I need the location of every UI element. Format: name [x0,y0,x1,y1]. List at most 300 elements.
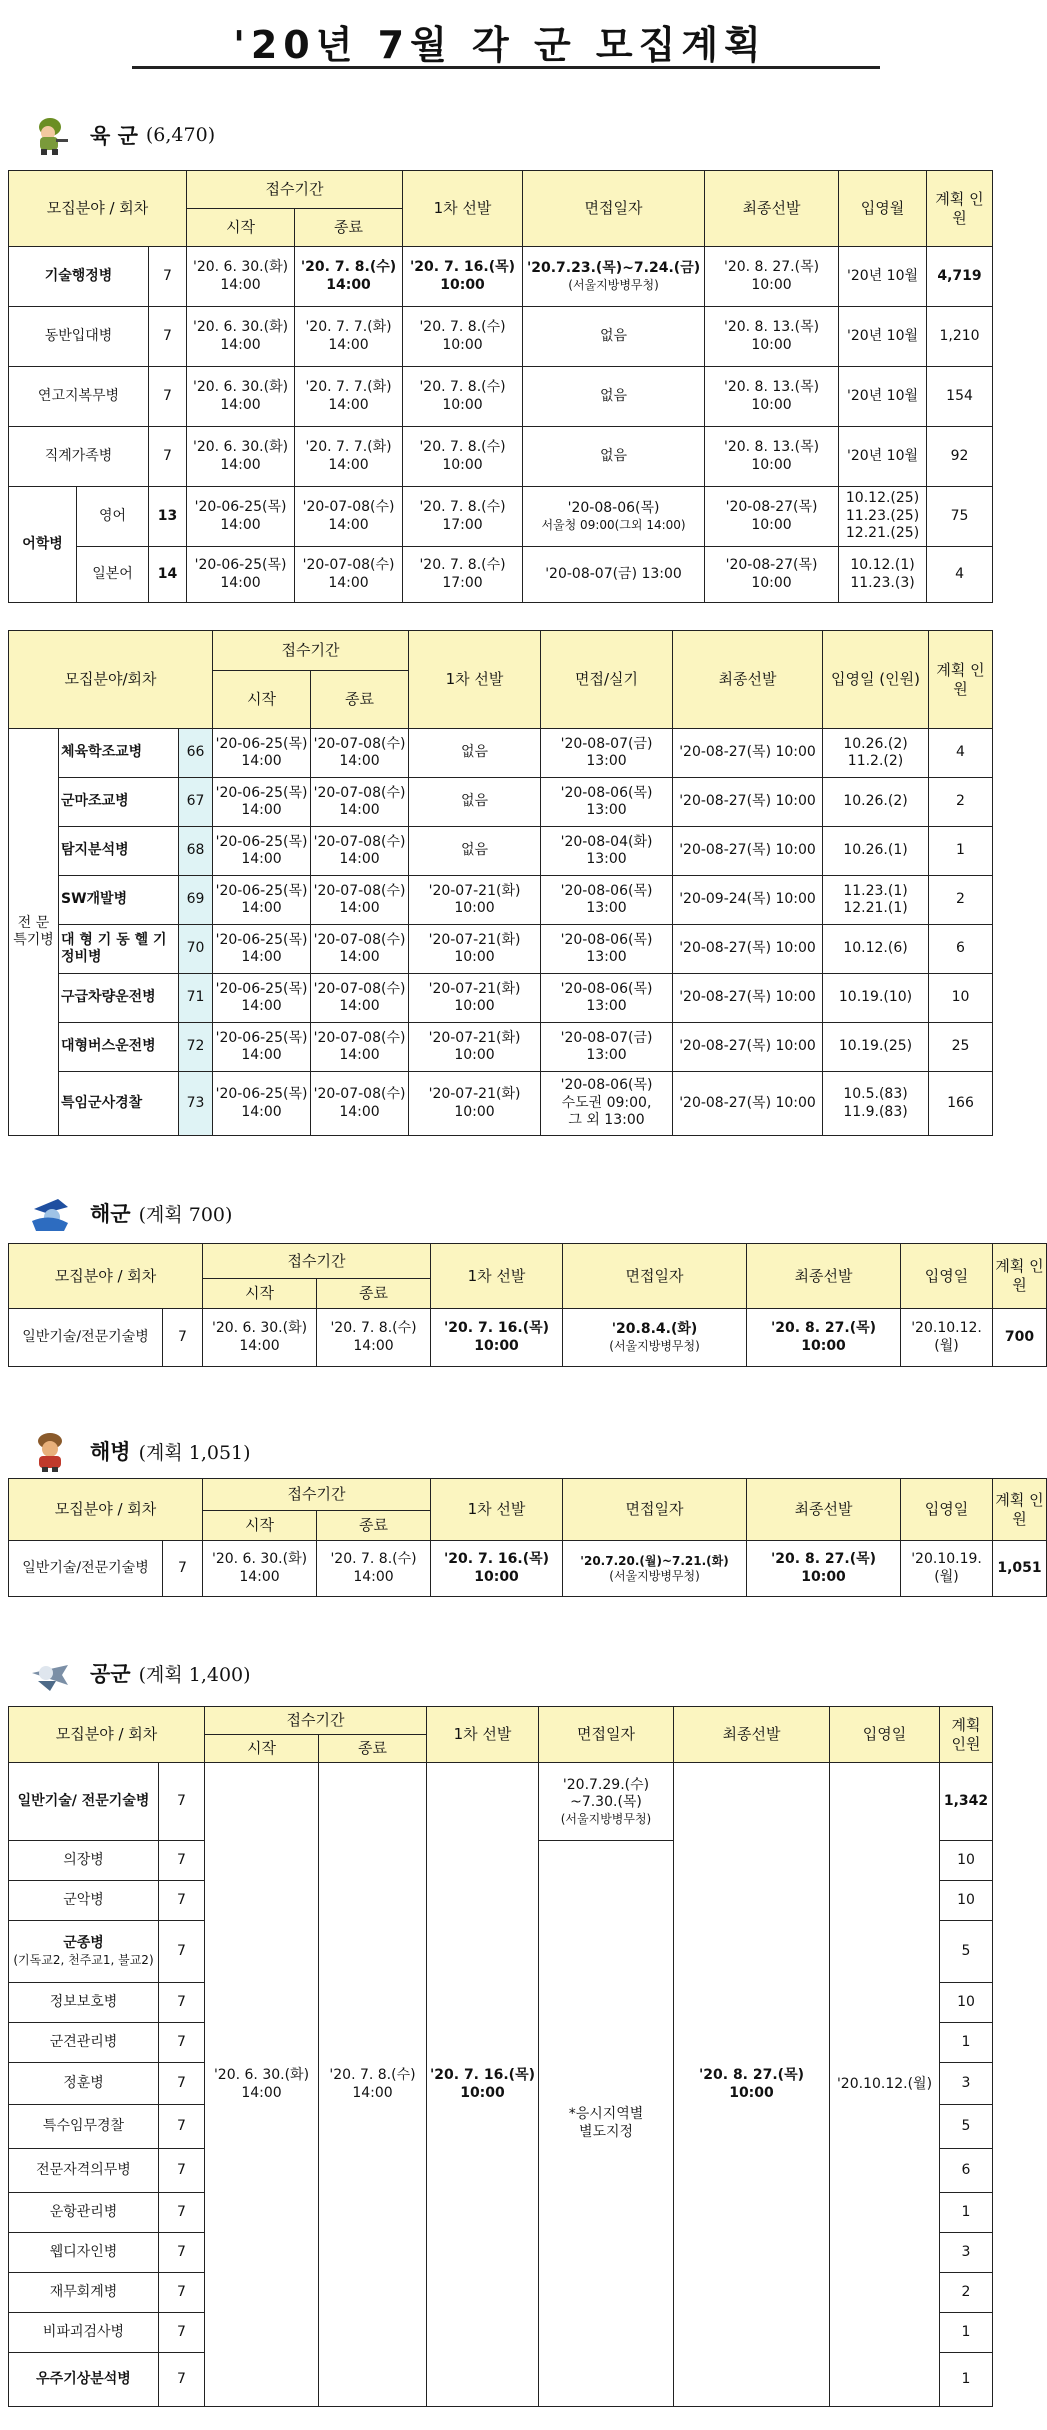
field-cell: 체육학조교병 [59,729,179,778]
end-cell: '20-07-08(수) 14:00 [311,827,409,876]
field-cell: 기술행정병 [9,247,149,307]
header-end: 종료 [319,1735,427,1763]
field-cell: 정훈병 [9,2063,159,2105]
end-cell: '20. 7. 7.(화) 14:00 [295,427,403,487]
interview-note: 서울청 09:00(그외 14:00) [541,517,686,532]
round-cell: 7 [159,1763,205,1841]
interview-cell [541,974,673,1023]
interview-note: (서울지방병무청) [568,277,659,292]
round-cell: 7 [159,2233,205,2273]
header-period: 접수기간 [203,1244,431,1279]
quota-cell: 1 [940,2313,993,2353]
interview-line: '20-08-06(목) [560,931,653,948]
interview-line: 13:00 [586,802,627,818]
round-cell: 7 [149,427,187,487]
interview-cell [541,1023,673,1072]
final-cell: '20. 8. 13.(목) 10:00 [705,427,839,487]
end-cell: '20-07-08(수) 14:00 [311,778,409,827]
header-end: 종료 [311,671,409,729]
special-group-cell: 전 문 특기병 [9,729,59,1136]
field-cell: 의장병 [9,1841,159,1881]
header-first: 1차 선발 [431,1244,563,1309]
field-cell: 군마조교병 [59,778,179,827]
start-cell: '20-06-25(목) 14:00 [213,925,311,974]
header-field: 모집분야 / 회차 [9,171,187,247]
first-cell: '20. 7. 16.(목) 10:00 [427,1763,539,2407]
final-cell: '20. 8. 27.(목) 10:00 [705,247,839,307]
quota-cell: 92 [927,427,993,487]
field-cell: 정보보호병 [9,1983,159,2023]
header-first: 1차 선발 [427,1707,539,1763]
field-cell: 영어 [77,487,149,547]
army-header-row [9,171,993,209]
field-cell: 일본어 [77,547,149,603]
interview-cell [541,876,673,925]
header-start: 시작 [205,1735,319,1763]
enlist-line: 11.23.(1) [843,882,908,899]
table-row [9,1072,993,1136]
round-cell: 67 [179,778,213,827]
interview-note: (서울지방병무청) [560,1811,652,1826]
header-start: 시작 [187,209,295,247]
interview-line: 13:00 [586,949,627,965]
enlist-cell [823,729,929,778]
table-row [9,547,993,603]
first-cell: 없음 [409,827,541,876]
final-cell: '20-09-24(목) 10:00 [673,876,823,925]
field-cell: 구급차량운전병 [59,974,179,1023]
interview-line: 13:00 [586,998,627,1014]
field-cell: 탐지분석병 [59,827,179,876]
start-cell: '20. 6. 30.(화) 14:00 [187,307,295,367]
start-cell: '20-06-25(목) 14:00 [213,876,311,925]
interview-line: '20.7.29.(수) [562,1776,650,1793]
enlist-cell [823,1072,929,1136]
interview-cell: 없음 [523,367,705,427]
start-cell: '20-06-25(목) 14:00 [213,778,311,827]
enlist-cell [839,547,927,603]
header-start: 시작 [213,671,311,729]
final-cell: '20. 8. 13.(목) 10:00 [705,307,839,367]
header-enlist: 입영일 [901,1479,993,1541]
start-cell: '20. 6. 30.(화) 14:00 [205,1763,319,2407]
interview-cell: 없음 [523,427,705,487]
field-cell: 특임군사경찰 [59,1072,179,1136]
start-cell: '20. 6. 30.(화) 14:00 [187,367,295,427]
table-row [9,427,993,487]
header-field: 모집분야 / 회차 [9,1479,203,1541]
quota-cell: 3 [940,2063,993,2105]
end-cell: '20-07-08(수) 14:00 [311,1023,409,1072]
quota-cell: 10 [940,1841,993,1881]
header-enlist: 입영일 [901,1244,993,1309]
header-enlist: 입영월 [839,171,927,247]
page-title: '20년 7월 각 군 모집계획 [233,23,767,67]
final-cell: '20-08-27(목) 10:00 [705,487,839,547]
interview-date: '20.7.20.(월)~7.21.(화) [580,1553,729,1568]
end-cell: '20-07-08(수) 14:00 [295,487,403,547]
start-cell: '20-06-25(목) 14:00 [213,974,311,1023]
navy-plan: (계획 700) [138,1203,233,1226]
round-cell: 7 [159,2193,205,2233]
header-final: 최종선발 [673,631,823,729]
navy-table [8,1243,1047,1367]
start-cell: '20. 6. 30.(화) 14:00 [203,1541,317,1597]
marine-mascot-icon [28,1429,72,1473]
enlist-cell: 10.19.(25) [823,1023,929,1072]
header-period: 접수기간 [213,631,409,671]
enlist-line: 11.23.(25) [845,507,920,524]
round-cell: 7 [159,2063,205,2105]
interview-line: 13:00 [586,851,627,867]
header-first: 1차 선발 [403,171,523,247]
header-period: 접수기간 [205,1707,427,1735]
field-cell: 군악병 [9,1881,159,1921]
field-cell: 군견관리병 [9,2023,159,2063]
field-cell: 특수임무경찰 [9,2105,159,2149]
header-end: 종료 [317,1279,431,1309]
quota-cell: 2 [940,2273,993,2313]
quota-cell: 166 [929,1072,993,1136]
field-cell [9,1921,159,1983]
quota-cell: 25 [929,1023,993,1072]
table-row [9,729,993,778]
table-row [9,778,993,827]
quota-cell: 6 [940,2149,993,2193]
enlist-line: 10.5.(83) [843,1086,908,1102]
enlist-line: 10.12.(1) [850,557,915,573]
title-underline [132,66,880,69]
quota-cell: 10 [940,1983,993,2023]
first-cell: '20. 7. 8.(수) 10:00 [403,367,523,427]
header-interview: 면접일자 [539,1707,674,1763]
quota-cell: 2 [929,778,993,827]
table-row [9,1763,993,1841]
header-final: 최종선발 [747,1244,901,1309]
header-period: 접수기간 [187,171,403,209]
quota-cell: 4,719 [927,247,993,307]
enlist-cell: 10.12.(6) [823,925,929,974]
interview-line: '20-08-06(목) [560,1077,653,1094]
end-cell: '20. 7. 7.(화) 14:00 [295,367,403,427]
interview-line: '20-08-04(화) [560,833,653,850]
interview-line: 수도권 09:00, [561,1094,652,1111]
end-cell: '20-07-08(수) 14:00 [311,729,409,778]
field-cell: 일반기술/전문기술병 [9,1309,163,1367]
final-cell: '20-08-27(목) 10:00 [673,827,823,876]
header-start: 시작 [203,1279,317,1309]
round-cell: 7 [159,2023,205,2063]
enlist-line: 10.26.(2) [843,735,908,752]
quota-cell: 154 [927,367,993,427]
interview-cell [563,1309,747,1367]
first-cell: '20-07-21(화) 10:00 [409,925,541,974]
interview-line: '20-08-07(금) [560,1029,653,1046]
quota-cell: 4 [929,729,993,778]
first-cell: '20. 7. 16.(목) 10:00 [431,1309,563,1367]
interview-cell [539,1763,674,1841]
table-row [9,827,993,876]
quota-cell: 6 [929,925,993,974]
table-row [9,367,993,427]
interview-line: 13:00 [586,1047,627,1063]
final-cell: '20-08-27(목) 10:00 [673,925,823,974]
end-cell: '20-07-08(수) 14:00 [311,1072,409,1136]
airforce-section-header [28,1650,251,1696]
round-cell: 7 [159,2273,205,2313]
interview-date: '20.8.4.(화) [611,1321,698,1338]
enlist-cell: 10.26.(1) [823,827,929,876]
quota-cell: 700 [993,1309,1047,1367]
start-cell: '20-06-25(목) 14:00 [213,1072,311,1136]
army-plan: (6,470) [145,124,216,146]
end-cell: '20. 7. 7.(화) 14:00 [295,307,403,367]
round-cell: 13 [149,487,187,547]
navy-section-header [28,1190,232,1236]
header-interview: 면접/실기 [541,631,673,729]
field-label: 군종병 [63,1935,104,1952]
interview-cell [541,1072,673,1136]
start-cell: '20-06-25(목) 14:00 [213,827,311,876]
round-cell: 7 [159,2149,205,2193]
quota-cell: 1 [929,827,993,876]
airforce-header-row [9,1707,993,1735]
start-cell: '20. 6. 30.(화) 14:00 [187,247,295,307]
final-cell: '20-08-27(목) 10:00 [705,547,839,603]
enlist-cell: 10.26.(2) [823,778,929,827]
table-row [9,247,993,307]
end-cell: '20-07-08(수) 14:00 [311,925,409,974]
round-cell: 7 [159,2105,205,2149]
quota-cell: 1,210 [927,307,993,367]
table-row [9,487,993,547]
end-cell: '20-07-08(수) 14:00 [311,876,409,925]
interview-line: '20-08-06(목) [560,980,653,997]
header-quota: 계획 인원 [993,1479,1047,1541]
field-cell: 비파괴검사병 [9,2313,159,2353]
field-cell: 일반기술/전문기술병 [9,1541,163,1597]
field-cell: 동반입대병 [9,307,149,367]
header-enlist: 입영일 [830,1707,940,1763]
special-table [8,630,993,1136]
end-cell: '20. 7. 8.(수) 14:00 [317,1541,431,1597]
interview-note: (서울지방병무청) [609,1568,700,1583]
round-cell: 7 [159,1921,205,1983]
army-section-header [28,112,215,158]
header-field: 모집분야 / 회차 [9,1707,205,1763]
enlist-cell: '20.10.12.(월) [830,1763,940,2407]
enlist-line: 11.9.(83) [843,1103,908,1120]
table-row [9,1023,993,1072]
header-quota: 계획 인원 [929,631,993,729]
field-cell: 직계가족병 [9,427,149,487]
header-first: 1차 선발 [431,1479,563,1541]
final-cell: '20. 8. 27.(목) 10:00 [674,1763,830,2407]
interview-note: (서울지방병무청) [609,1338,700,1353]
marine-plan: (계획 1,051) [138,1441,251,1464]
header-end: 종료 [295,209,403,247]
start-cell: '20-06-25(목) 14:00 [187,547,295,603]
enlist-cell: '20년 10월 [839,307,927,367]
interview-line: 13:00 [586,900,627,916]
interview-line: '20-08-07(금) [560,735,653,752]
quota-cell: 1 [940,2193,993,2233]
table-row [9,925,993,974]
interview-cell [523,487,705,547]
navy-mascot-icon [28,1191,72,1235]
interview-line: ~7.30.(목) [570,1794,642,1810]
table-row [9,876,993,925]
interview-line: *응시지역별 [568,2106,644,2122]
header-field: 모집분야/회차 [9,631,213,729]
enlist-cell: '20년 10월 [839,247,927,307]
enlist-cell [839,487,927,547]
round-cell: 69 [179,876,213,925]
airforce-mascot-icon [28,1651,72,1695]
enlist-cell: '20년 10월 [839,427,927,487]
interview-cell [541,729,673,778]
field-cell: 재무회계병 [9,2273,159,2313]
round-cell: 7 [159,2353,205,2407]
enlist-line: 11.23.(3) [850,574,915,591]
field-cell: 우주기상분석병 [9,2353,159,2407]
header-quota: 계획 인원 [940,1707,993,1763]
header-quota: 계획 인원 [993,1244,1047,1309]
start-cell: '20-06-25(목) 14:00 [213,729,311,778]
marine-name: 해병 [90,1440,131,1464]
header-enlist: 입영일 (인원) [823,631,929,729]
first-cell: '20-07-21(화) 10:00 [409,876,541,925]
field-cell: 전문자격의무병 [9,2149,159,2193]
field-cell: 대 형 기 동 헬 기 정비병 [59,925,179,974]
round-cell: 7 [159,1881,205,1921]
field-cell: 대형버스운전병 [59,1023,179,1072]
header-start: 시작 [203,1511,317,1541]
interview-line: 13:00 [586,753,627,769]
enlist-cell: '20.10.12.(월) [901,1309,993,1367]
navy-name: 해군 [90,1202,131,1226]
round-cell: 7 [149,247,187,307]
first-cell: '20. 7. 8.(수) 17:00 [403,547,523,603]
interview-date: '20-08-06(목) [567,500,660,517]
field-cell: SW개발병 [59,876,179,925]
end-cell: '20. 7. 8.(수) 14:00 [317,1309,431,1367]
end-cell: '20. 7. 8.(수) 14:00 [295,247,403,307]
round-cell: 68 [179,827,213,876]
interview-cell [541,827,673,876]
final-cell: '20. 8. 27.(목) 10:00 [747,1541,901,1597]
round-cell: 73 [179,1072,213,1136]
start-cell: '20. 6. 30.(화) 14:00 [203,1309,317,1367]
final-cell: '20-08-27(목) 10:00 [673,778,823,827]
first-cell: '20. 7. 8.(수) 17:00 [403,487,523,547]
final-cell: '20-08-27(목) 10:00 [673,974,823,1023]
enlist-line: 12.21.(1) [843,900,908,916]
first-cell: '20. 7. 16.(목) 10:00 [431,1541,563,1597]
marine-table [8,1478,1047,1597]
interview-cell [523,247,705,307]
quota-cell: 1 [940,2353,993,2407]
first-cell: '20. 7. 8.(수) 10:00 [403,307,523,367]
table-row [9,307,993,367]
interview-cell [539,1841,674,2407]
quota-cell: 1,342 [940,1763,993,1841]
enlist-cell: 10.19.(10) [823,974,929,1023]
quota-cell: 1,051 [993,1541,1047,1597]
header-field: 모집분야 / 회차 [9,1244,203,1309]
field-cell: 웹디자인병 [9,2233,159,2273]
end-cell: '20. 7. 8.(수) 14:00 [319,1763,427,2407]
final-cell: '20. 8. 27.(목) 10:00 [747,1309,901,1367]
end-cell: '20-07-08(수) 14:00 [295,547,403,603]
start-cell: '20. 6. 30.(화) 14:00 [187,427,295,487]
header-interview: 면접일자 [563,1479,747,1541]
airforce-table [8,1706,993,2407]
header-final: 최종선발 [674,1707,830,1763]
final-cell: '20-08-27(목) 10:00 [673,1072,823,1136]
interview-line: 그 외 13:00 [568,1112,645,1129]
header-final: 최종선발 [705,171,839,247]
final-cell: '20-08-27(목) 10:00 [673,729,823,778]
header-final: 최종선발 [747,1479,901,1541]
enlist-cell: '20년 10월 [839,367,927,427]
table-row [9,974,993,1023]
round-cell: 14 [149,547,187,603]
army-mascot-icon [28,113,72,157]
army-table [8,170,993,603]
end-cell: '20-07-08(수) 14:00 [311,974,409,1023]
round-cell: 7 [159,1841,205,1881]
marine-header-row [9,1479,1047,1511]
round-cell: 7 [163,1309,203,1367]
quota-cell: 5 [940,2105,993,2149]
quota-cell: 75 [927,487,993,547]
first-cell: '20. 7. 16.(목) 10:00 [403,247,523,307]
interview-line: 별도지정 [578,2123,634,2140]
round-cell: 70 [179,925,213,974]
header-interview: 면접일자 [563,1244,747,1309]
final-cell: '20. 8. 13.(목) 10:00 [705,367,839,427]
quota-cell: 5 [940,1921,993,1983]
marine-section-header [28,1428,251,1474]
field-cell: 운항관리병 [9,2193,159,2233]
round-cell: 7 [159,1983,205,2023]
interview-date: '20.7.23.(목)~7.24.(금) [526,260,701,277]
interview-line: '20-08-06(목) [560,882,653,899]
header-end: 종료 [317,1511,431,1541]
table-row [9,1541,1047,1597]
first-cell: 없음 [409,778,541,827]
first-cell: '20. 7. 8.(수) 10:00 [403,427,523,487]
interview-cell: 없음 [523,307,705,367]
interview-cell [541,925,673,974]
round-cell: 7 [149,307,187,367]
start-cell: '20-06-25(목) 14:00 [187,487,295,547]
enlist-line: 11.2.(2) [847,753,904,769]
quota-cell: 10 [929,974,993,1023]
interview-cell [563,1541,747,1597]
field-cell: 연고지복무병 [9,367,149,427]
lang-group-cell: 어학병 [9,487,77,603]
round-cell: 7 [159,2313,205,2353]
round-cell: 72 [179,1023,213,1072]
first-cell: '20-07-21(화) 10:00 [409,1023,541,1072]
quota-cell: 1 [940,2023,993,2063]
quota-cell: 10 [940,1881,993,1921]
enlist-cell [823,876,929,925]
airforce-name: 공군 [90,1662,131,1686]
enlist-line: 12.21.(25) [845,525,920,542]
